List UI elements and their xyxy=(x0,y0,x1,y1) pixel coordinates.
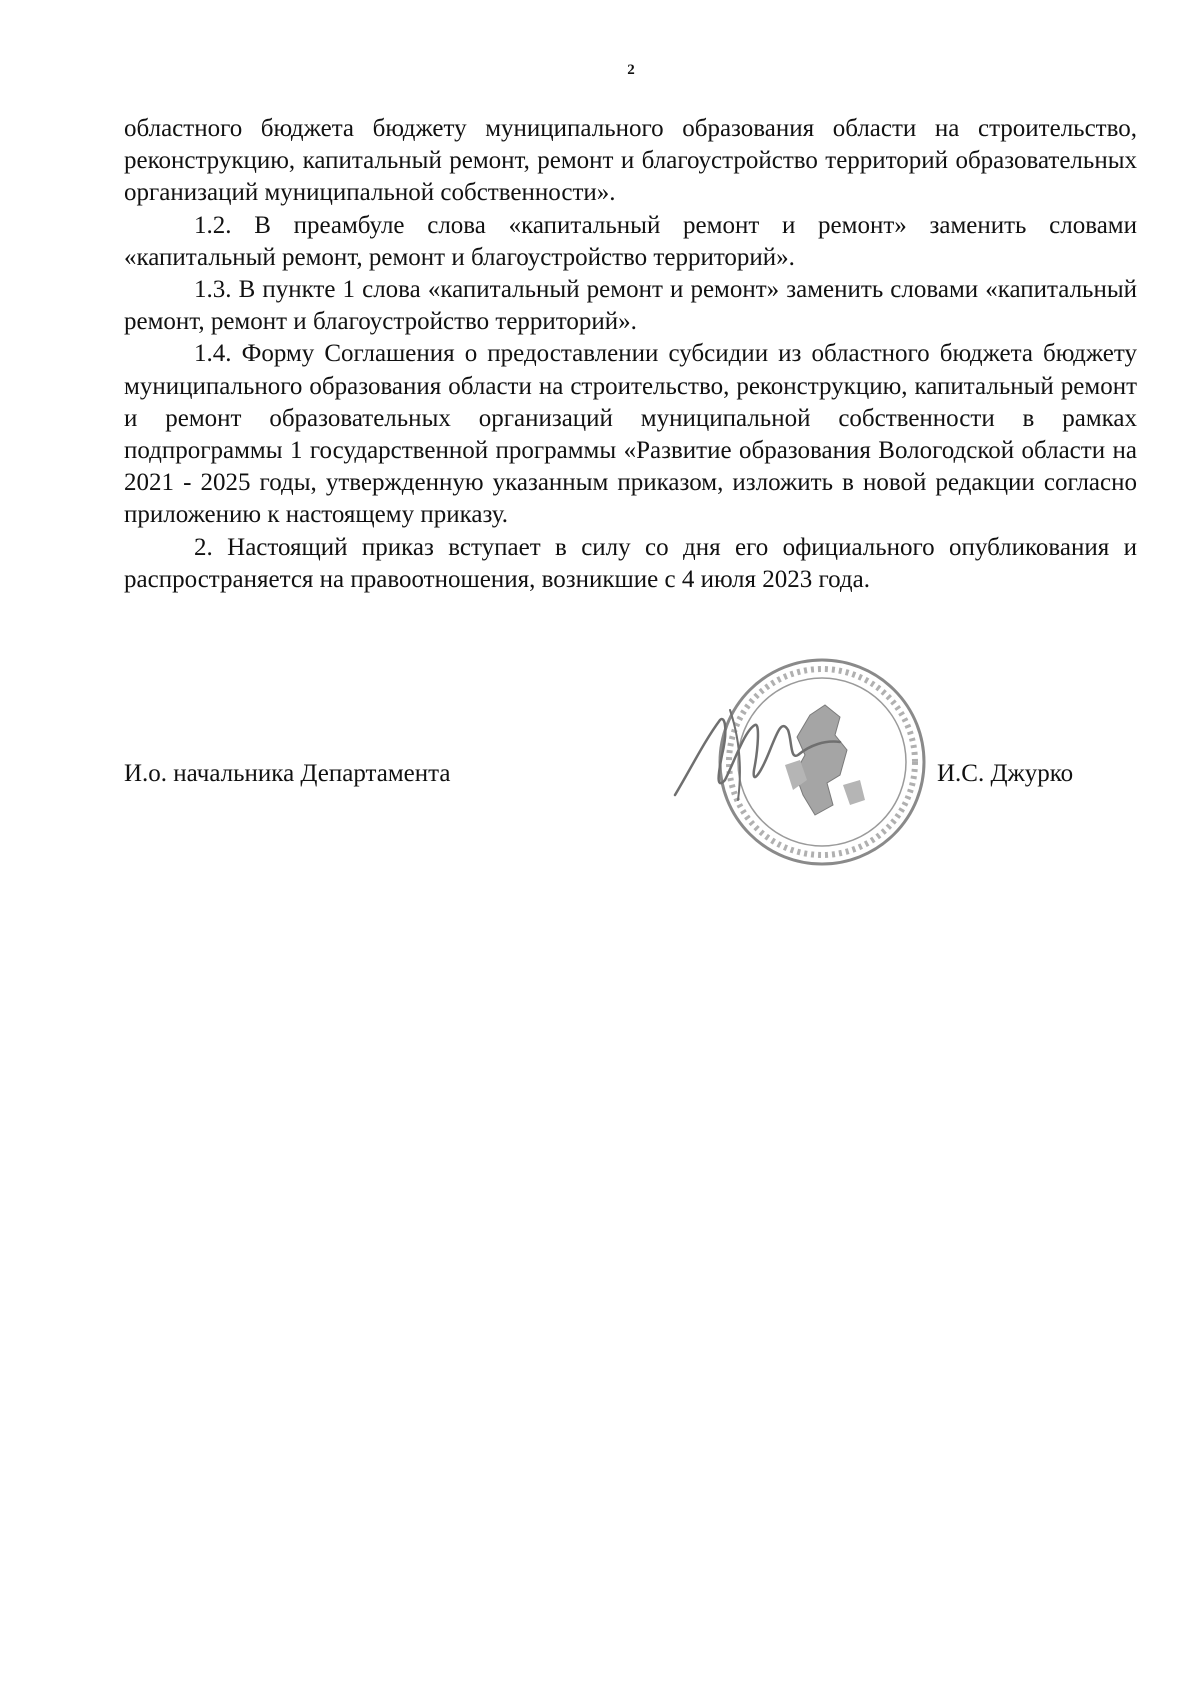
page-number: 2 xyxy=(627,62,635,78)
handwritten-signature-icon xyxy=(670,700,860,810)
paragraph-1-2: 1.2. В преамбуле слова «капитальный ремонт и ремонт» заменить словами «капитальный ремонт, ремонт и благоустройство территорий». xyxy=(124,211,1137,271)
document-body xyxy=(124,113,1137,596)
paragraph-2: 2. Настоящий приказ вступает в силу со дня его официального опубликования и распространяется на правоотношения, возникшие с 4 июля 2023 года. xyxy=(124,533,1137,593)
paragraph-1-4: 1.4. Форму Соглашения о предоставлении субсидии из областного бюджета бюджету муниципального образования области на строительство, реконструкцию, капитальный ремонт и ремонт образовательных организаций муниципальной собственности в рамках подпрограммы 1 государственной программы «Развитие образования Вологодской области на 2021 - 2025 годы, утвержденную указанным приказом, изложить в новой редакции согласно приложению к настоящему приказу. xyxy=(124,340,1137,529)
paragraph-1-3: 1.3. В пункте 1 слова «капитальный ремонт и ремонт» заменить словами «капитальный ремонт, ремонт и благоустройство территорий». xyxy=(124,276,1137,336)
paragraph-continuation: областного бюджета бюджету муниципального образования области на строительство, реконструкцию, капитальный ремонт, ремонт и благоустройство территорий образовательных организаций муниципальной собственности». xyxy=(124,115,1137,207)
signatory-position: И.о. начальника Департамента xyxy=(124,760,451,787)
signatory-name: И.С. Джурко xyxy=(937,760,1074,787)
